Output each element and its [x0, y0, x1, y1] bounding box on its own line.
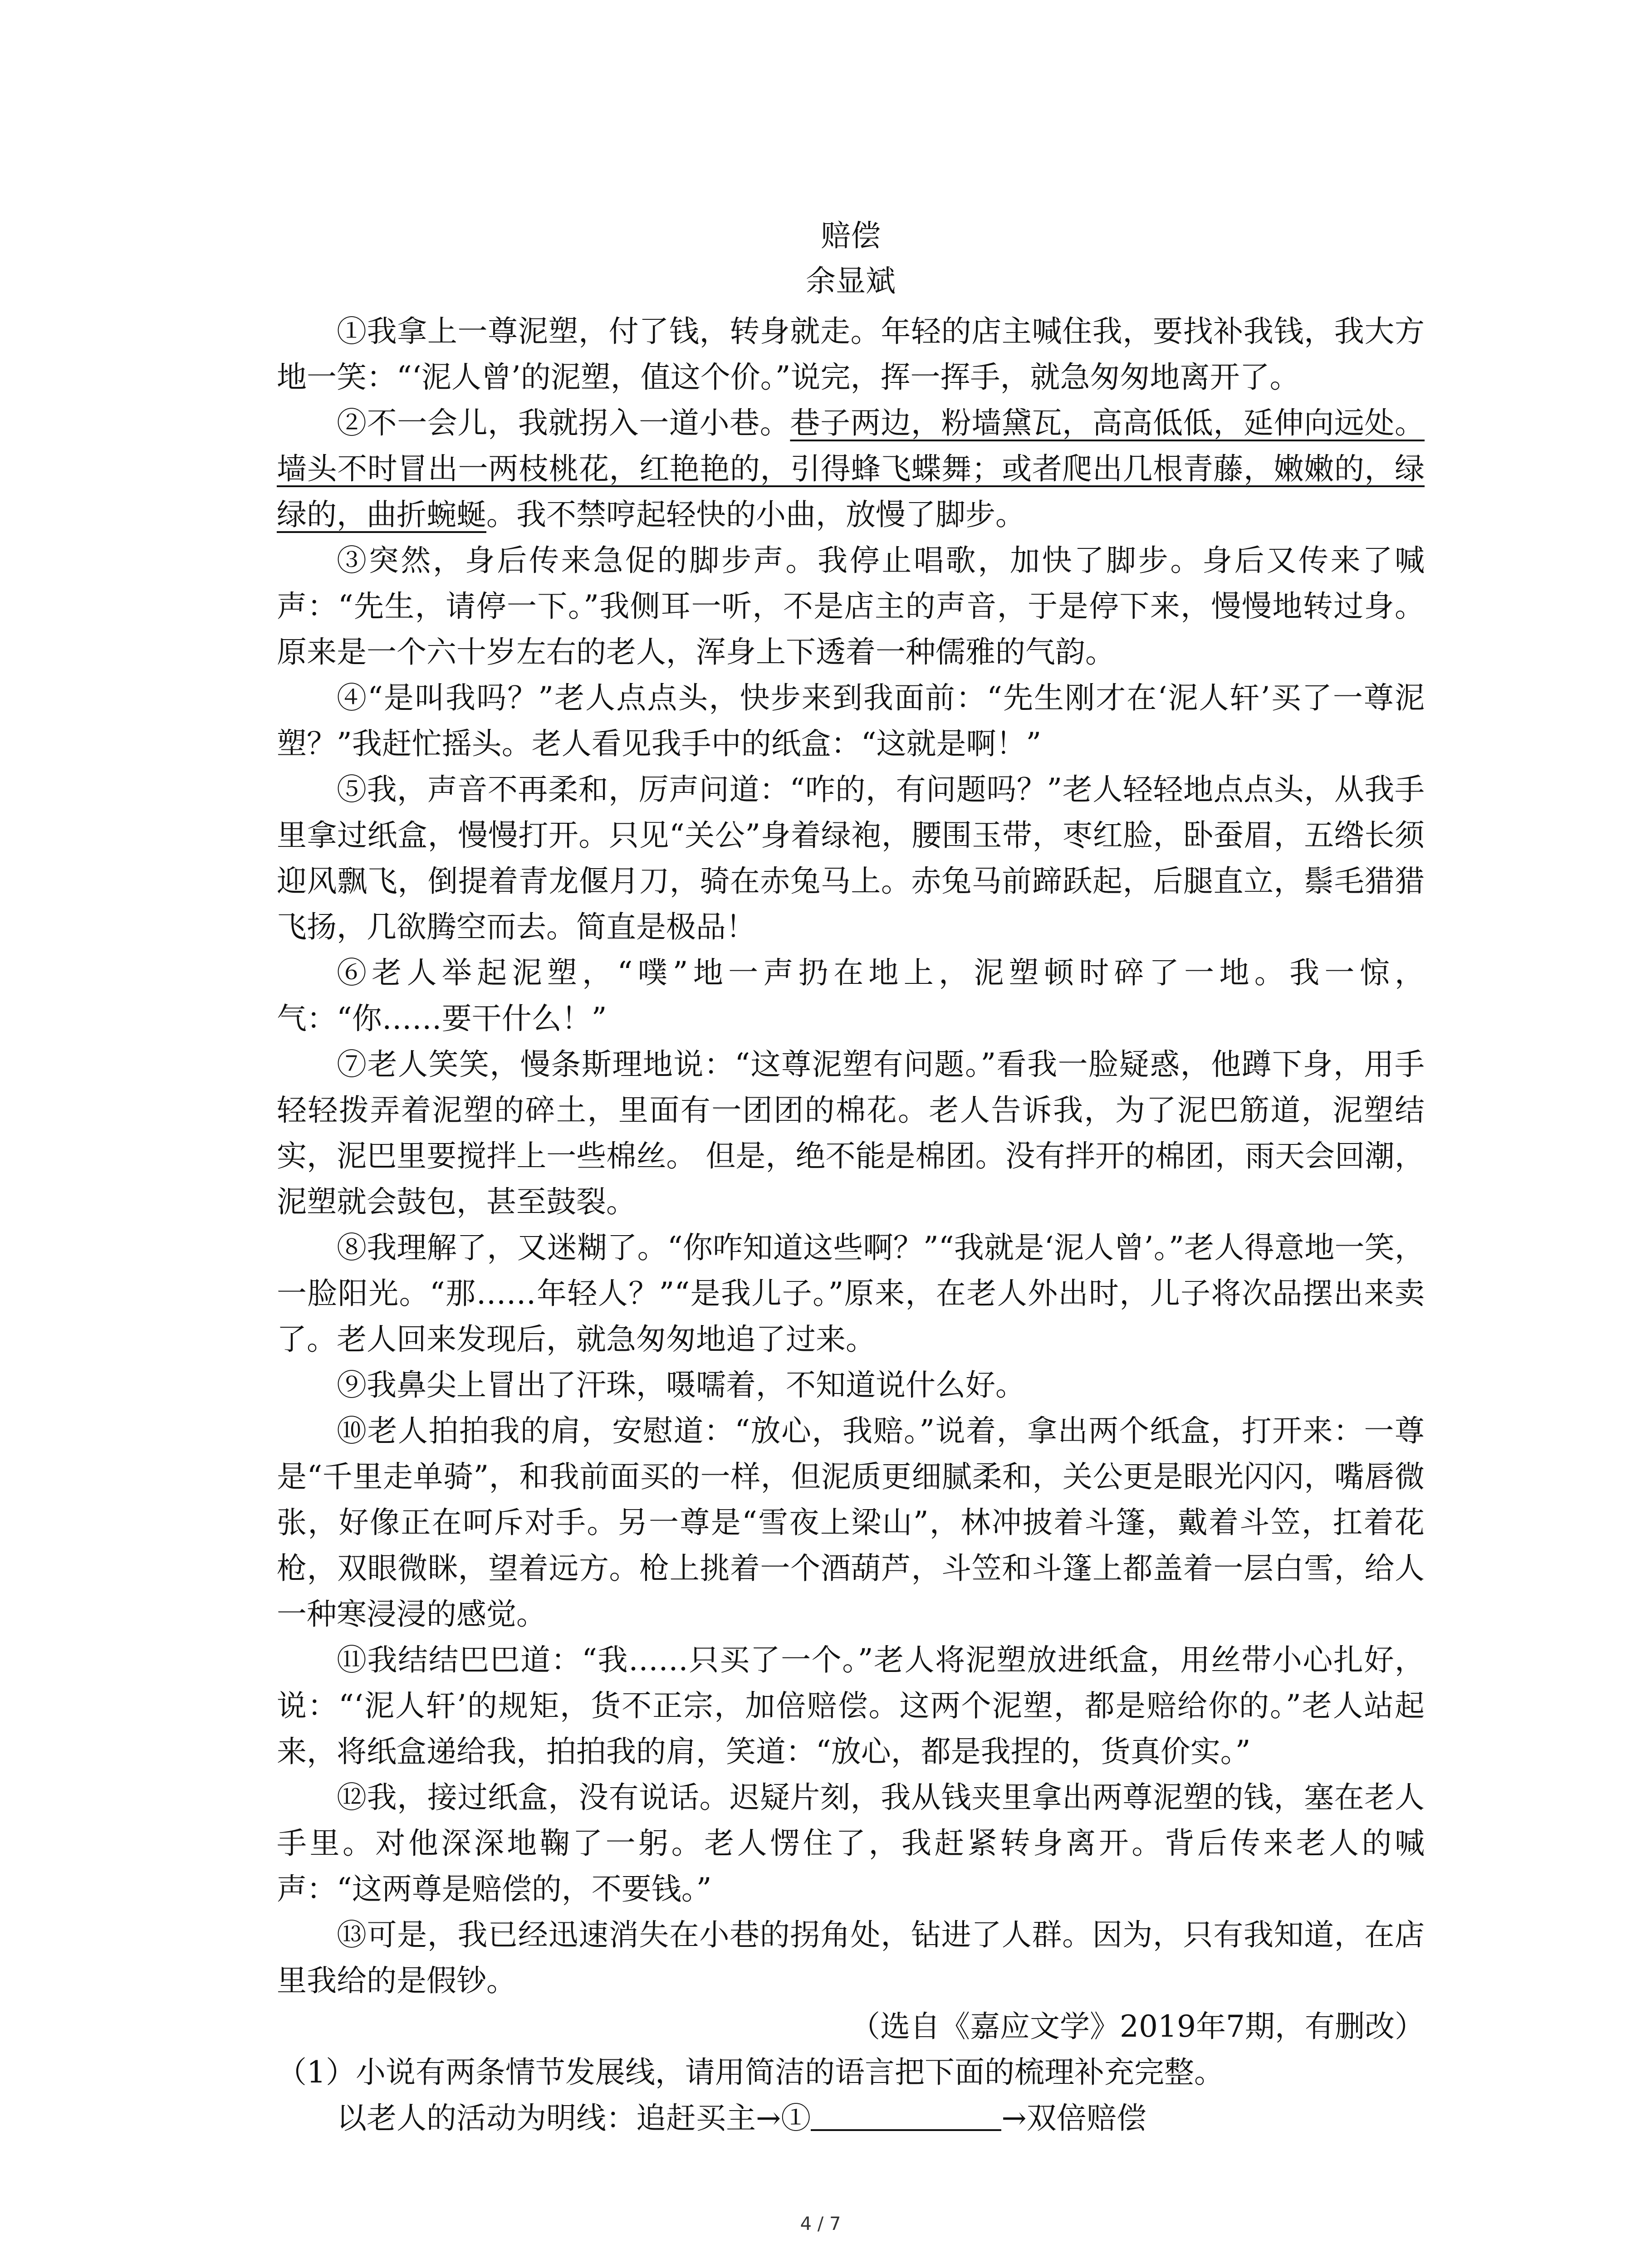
paragraph-1: ①我拿上一尊泥塑，付了钱，转身就走。年轻的店主喊住我，要找补我钱，我大方地一笑：“‘泥人曾’的泥塑，值这个价。”说完，挥一挥手，就急匆匆地离开了。 — [277, 314, 1425, 395]
paragraph-12: ⑫我，接过纸盒，没有说话。迟疑片刻，我从钱夹里拿出两尊泥塑的钱，塞在老人手里。对他深深地鞠了一躬。老人愣住了，我赶紧转身离开。背后传来老人的喊声：“这两尊是赔偿的，不要钱。” — [277, 1780, 1425, 1906]
answer-blank[interactable] — [811, 2102, 1001, 2131]
article-author: 余显斌 — [806, 264, 896, 298]
paragraph-4: ④“是叫我吗？”老人点点头，快步来到我面前：“先生刚才在‘泥人轩’买了一尊泥塑？”我赶忙摇头。老人看见我手中的纸盒：“这就是啊！” — [277, 680, 1425, 761]
paragraph-10: ⑩老人拍拍我的肩，安慰道：“放心，我赔。”说着，拿出两个纸盒，打开来：一尊是“千里走单骑”，和我前面买的一样，但泥质更细腻柔和，关公更是眼光闪闪，嘴唇微张，好像正在呵斥对手。另一尊是“雪夜上梁山”，林冲披着斗篷，戴着斗笠，扛着花枪，双眼微眯，望着远方。枪上挑着一个酒葫芦，斗笠和斗篷上都盖着一层白雪，给人一种寒浸浸的感觉。 — [277, 1413, 1425, 1632]
paragraph-2-end: 。我不禁哼起轻快的小曲，放慢了脚步。 — [486, 497, 1025, 532]
paragraph-3: ③突然，身后传来急促的脚步声。我停止唱歌，加快了脚步。身后又传来了喊声：“先生，请停一下。”我侧耳一听，不是店主的声音，于是停下来，慢慢地转过身。原来是一个六十岁左右的老人，浑身上下透着一种儒雅的气韵。 — [277, 543, 1425, 670]
plotline-prefix: 以老人的活动为明线：追赶买主→① — [337, 2101, 811, 2136]
paragraph-7: ⑦老人笑笑，慢条斯理地说：“这尊泥塑有问题。”看我一脸疑惑，他蹲下身，用手轻轻拨弄着泥塑的碎土，里面有一团团的棉花。老人告诉我，为了泥巴筋道，泥塑结实，泥巴里要搅拌上一些棉丝。 但是，绝不能是棉团。没有拌开的棉团，雨天会回潮，泥塑就会鼓包，甚至鼓裂。 — [277, 1047, 1425, 1219]
question-1-label: （1）小说有两条情节发展线，请用简洁的语言把下面的梳理补充完整。 — [277, 2055, 1224, 2090]
page-number: 4 / 7 — [800, 2214, 841, 2234]
plotline-suffix: →双倍赔偿 — [1001, 2101, 1146, 2136]
paragraph-2 — [277, 400, 1425, 538]
paragraph-8: ⑧我理解了，又迷糊了。“你咋知道这些啊？”“我就是‘泥人曾’。”老人得意地一笑，一脸阳光。“那……年轻人？”“是我儿子。”原来，在老人外出时，儿子将次品摆出来卖了。老人回来发现后，就急匆匆地追了过来。 — [277, 1230, 1425, 1357]
paragraph-13: ⑬可是，我已经迅速消失在小巷的拐角处，钻进了人群。因为，只有我知道，在店里我给的是假钞。 — [277, 1917, 1425, 1998]
paragraph-9: ⑨我鼻尖上冒出了汗珠，嗫嚅着，不知道说什么好。 — [337, 1368, 1025, 1403]
paragraph-6: ⑥老人举起泥塑，“噗”地一声扔在地上，泥塑顿时碎了一地。我一惊，气：“你……要干什么！” — [277, 955, 1425, 1036]
paragraph-11: ⑪我结结巴巴道：“我……只买了一个。”老人将泥塑放进纸盒，用丝带小心扎好，说：“‘泥人轩’的规矩，货不正宗，加倍赔偿。这两个泥塑，都是赔给你的。”老人站起来，将纸盒递给我，拍拍我的肩，笑道：“放心，都是我捏的，货真价实。” — [277, 1642, 1425, 1769]
paragraph-5: ⑤我，声音不再柔和，厉声问道：“咋的，有问题吗？”老人轻轻地点点头，从我手里拿过纸盒，慢慢打开。只见“关公”身着绿袍，腰围玉带，枣红脸，卧蚕眉，五绺长须迎风飘飞，倒提着青龙偃月刀，骑在赤兔马上。赤兔马前蹄跃起，后腿直立，鬃毛猎猎飞扬，几欲腾空而去。简直是极品！ — [277, 772, 1425, 944]
paragraph-2-start: ②不一会儿，我就拐入一道小巷。 — [337, 406, 790, 440]
document-page — [277, 213, 1425, 2141]
source-citation: （选自《嘉应文学》2019年7期，有删改） — [850, 2009, 1425, 2044]
paragraph-2-underlined-text: 巷子两边，粉墙黛瓦，高高低低，延伸向远处。墙头不时冒出一两枝桃花，红艳艳的，引得蜂飞蝶舞；或者爬出几根青藤，嫩嫩的，绿绿的，曲折蜿蜒 — [277, 406, 1425, 532]
article-title: 赔偿 — [821, 218, 881, 253]
question-1-plotline — [277, 2095, 1425, 2141]
